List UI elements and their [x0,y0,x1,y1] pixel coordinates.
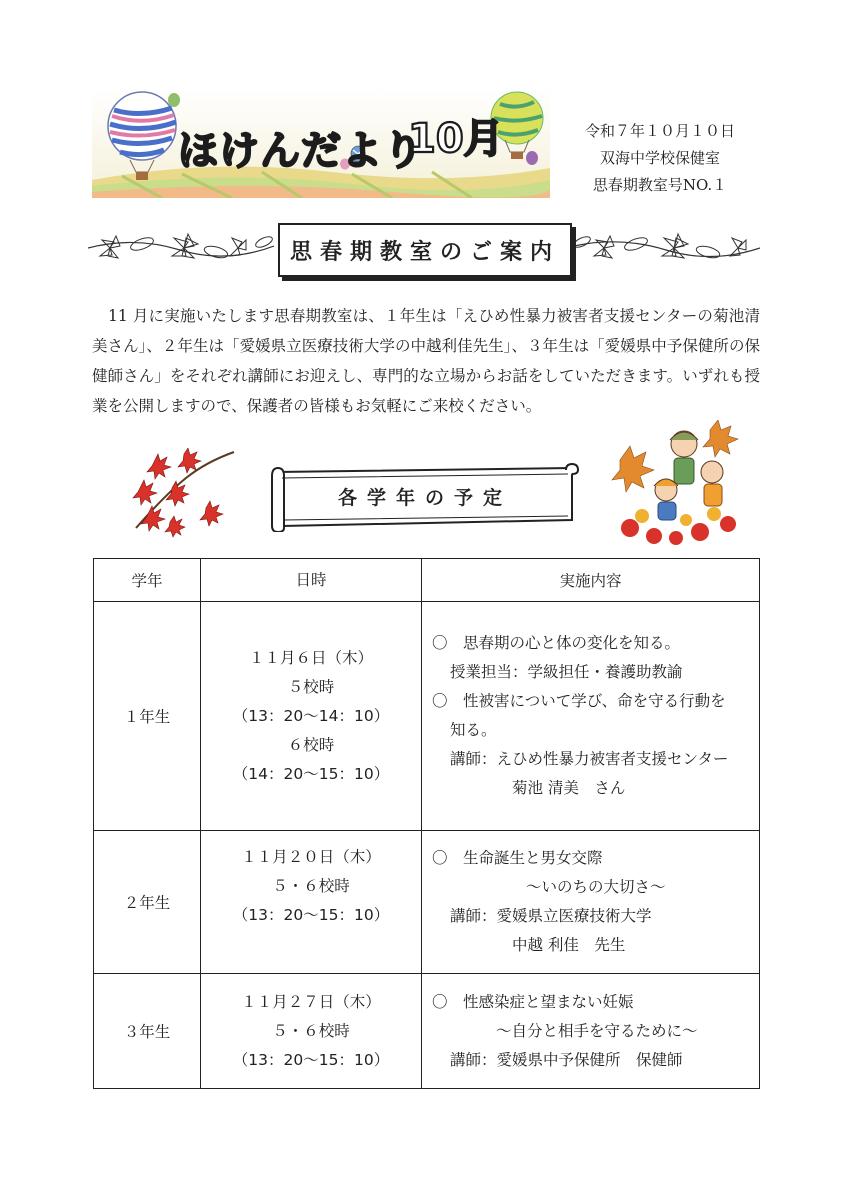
intro-paragraph: 11 月に実施いたします思春期教室は、１年生は「えひめ性暴力被害者支援センターの菊池清美さん」、２年生は「愛媛県立医療技術大学の中越利佳先生」、３年生は「愛媛県中予保健所の保健師さん」をそれぞれ講師にお迎えし、専門的な立場からお話をしていただきます。いずれも授業を公開しますので、保護者の皆様もお気軽にご来校ください。 [92,307,760,415]
header-banner-illustration [92,88,550,198]
flower-vine-decoration [88,222,274,272]
date-line: １１月２７日（木） [241,992,381,1011]
schedule-table [93,558,760,1089]
content-line: ～いのちの大切さ～ [526,878,666,896]
content-cell [422,974,760,1089]
schedule-title: 各学年の予定 [337,487,512,509]
child-figure-icon [670,431,698,484]
issue-date: 令和７年１０月１０日 [584,122,735,140]
grade-cell: ３年生 [94,974,201,1089]
content-line: 講師：愛媛県立医療技術大学 [450,907,652,925]
content-line: 講師：愛媛県中予保健所 保健師 [450,1050,683,1069]
content-line: 講師：えひめ性暴力被害者支援センター [450,750,729,768]
content-line: 〇 生命誕生と男女交際 [432,849,603,867]
time-line: （14：20～15：10） [232,764,390,783]
maple-leaves-illustration [126,448,236,540]
header-datetime: 日時 [201,559,422,602]
period-line: ５・６校時 [272,877,350,895]
content-line: 〇 思春期の心と体の変化を知る。 [432,634,681,652]
child-figure-icon [654,479,678,520]
content-line: 〇 性感染症と望まない妊娠 [432,992,634,1011]
content-line: 中越 利佳 先生 [512,936,626,954]
header-info [560,118,760,199]
table-row [94,974,760,1089]
children-autumn-illustration [610,420,746,546]
datetime-cell [201,602,422,831]
datetime-cell [201,831,422,974]
table-row [94,831,760,974]
content-line: 菊池 清美 さん [512,779,626,797]
banner-title-text: ほけんだより [178,128,424,174]
date-line: １１月２０日（木） [241,848,381,866]
flower-vine-decoration [574,222,760,272]
content-cell [422,602,760,831]
content-line: 授業担当：学級担任・養護助教諭 [450,663,683,681]
content-line: 知る。 [450,721,497,739]
issue-number: 思春期教室号NO.１ [592,176,728,194]
period-line: ５校時 [287,677,335,696]
period-line: ５・６校時 [272,1021,350,1040]
content-cell [422,831,760,974]
table-row [94,602,760,831]
period-line: ６校時 [287,735,335,754]
content-line: 〇 性被害について学び、命を守る行動を [432,692,726,710]
section-title-box [278,223,572,277]
date-line: １１月６日（木） [248,648,373,667]
content-line: ～自分と相手を守るために～ [496,1021,698,1040]
datetime-cell [201,974,422,1089]
grade-cell: ２年生 [94,831,201,974]
table-header-row [94,559,760,602]
time-line: （13：20～14：10） [232,706,390,725]
child-figure-icon [701,461,723,506]
time-line: （13：20～15：10） [232,906,390,924]
grade-cell: １年生 [94,602,201,831]
banner-month-text: 10月 [408,116,504,162]
header-content: 実施内容 [422,559,760,602]
school-name: 双海中学校保健室 [599,149,720,167]
time-line: （13：20～15：10） [232,1050,390,1069]
section-title: 思春期教室のご案内 [289,239,560,265]
header-grade: 学年 [94,559,201,602]
